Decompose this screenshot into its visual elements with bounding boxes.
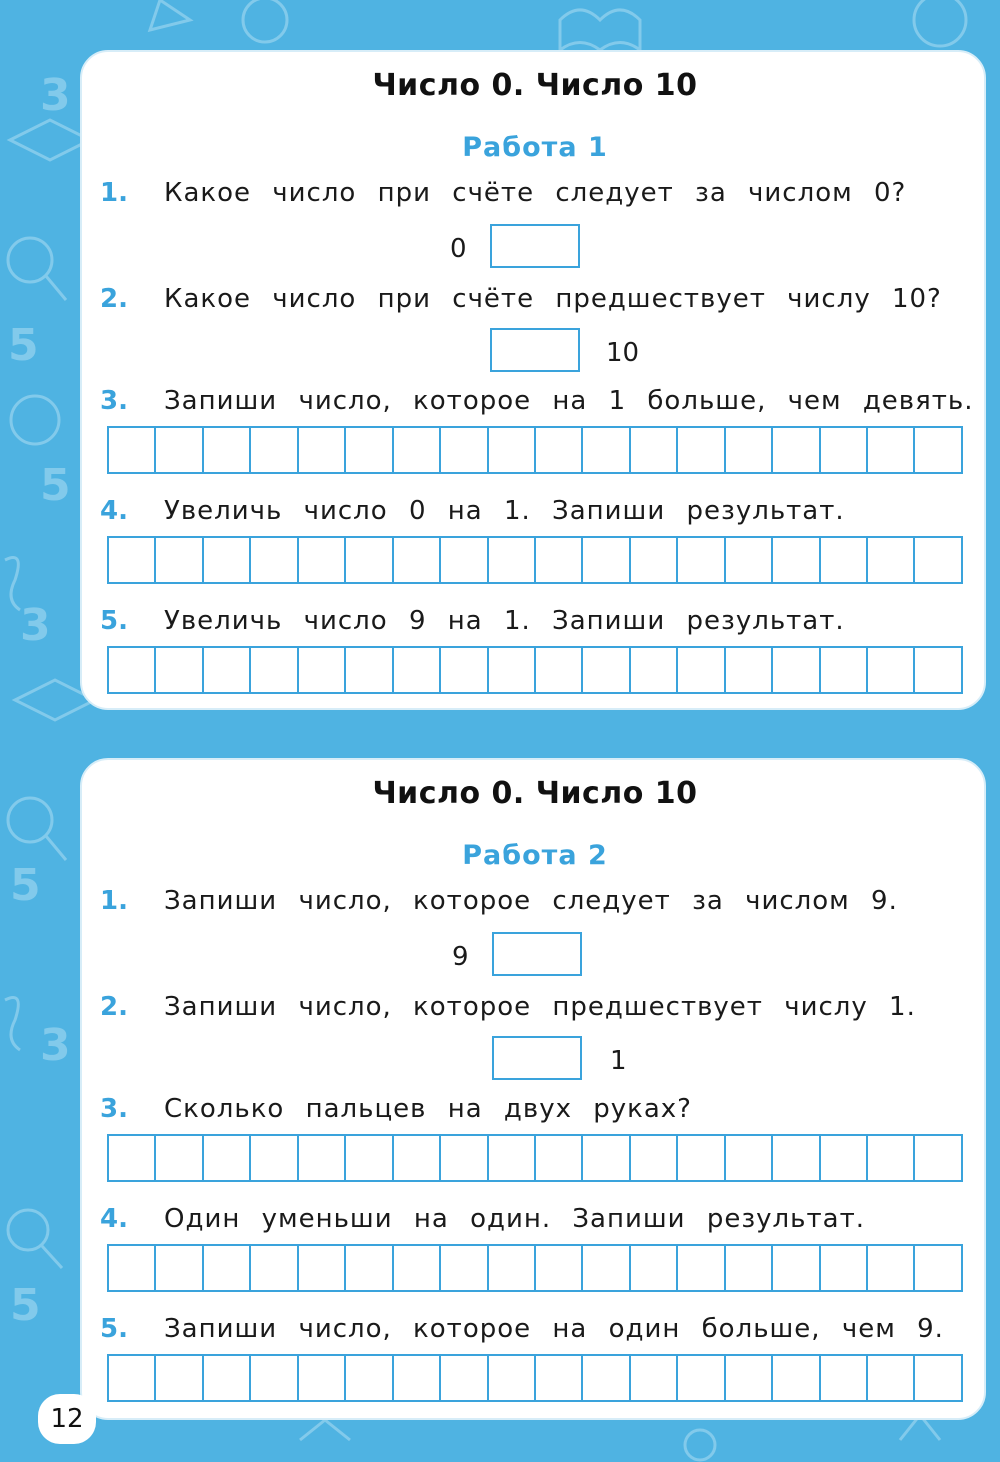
svg-text:5: 5 (8, 320, 39, 371)
question-text: Запиши число, которое на 1 больше, чем девять. (164, 386, 974, 416)
question-text: Какое число при счёте предшествует числу 10? (164, 284, 942, 314)
svg-text:3: 3 (40, 1020, 71, 1071)
answer-box[interactable] (492, 1036, 582, 1080)
question-text: Один уменьши на один. Запиши результат. (164, 1204, 865, 1234)
question-number: 3. (100, 1094, 128, 1124)
given-number: 1 (610, 1046, 627, 1076)
answer-box[interactable] (490, 328, 580, 372)
answer-cells[interactable] (107, 426, 963, 474)
card-title: Число 0. Число 10 (372, 68, 698, 103)
question-number: 1. (100, 178, 128, 208)
worksheet-card-1 (80, 50, 986, 710)
svg-text:3: 3 (20, 600, 51, 651)
question-text: Запиши число, которое на один больше, чем 9. (164, 1314, 944, 1344)
given-number: 9 (452, 942, 469, 972)
card-title: Число 0. Число 10 (372, 776, 698, 811)
question-number: 5. (100, 606, 128, 636)
question-text: Запиши число, которое предшествует числу 1. (164, 992, 916, 1022)
answer-cells[interactable] (107, 1244, 963, 1292)
question-text: Увеличь число 9 на 1. Запиши результат. (164, 606, 845, 636)
svg-text:5: 5 (40, 460, 71, 511)
question-number: 2. (100, 284, 128, 314)
question-number: 4. (100, 496, 128, 526)
page-number: 12 (38, 1394, 96, 1444)
question-text: Запиши число, которое следует за числом 9. (164, 886, 898, 916)
answer-box[interactable] (490, 224, 580, 268)
question-number: 3. (100, 386, 128, 416)
svg-text:5: 5 (10, 860, 41, 911)
question-text: Сколько пальцев на двух руках? (164, 1094, 692, 1124)
question-number: 5. (100, 1314, 128, 1344)
given-number: 0 (450, 234, 467, 264)
work-title: Работа 2 (462, 840, 608, 871)
svg-text:3: 3 (40, 70, 71, 121)
answer-box[interactable] (492, 932, 582, 976)
answer-cells[interactable] (107, 536, 963, 584)
answer-cells[interactable] (107, 1354, 963, 1402)
question-number: 2. (100, 992, 128, 1022)
question-text: Какое число при счёте следует за числом 0? (164, 178, 907, 208)
given-number: 10 (606, 338, 640, 368)
work-title: Работа 1 (462, 132, 608, 163)
question-number: 4. (100, 1204, 128, 1234)
svg-text:5: 5 (10, 1280, 41, 1331)
question-text: Увеличь число 0 на 1. Запиши результат. (164, 496, 845, 526)
answer-cells[interactable] (107, 646, 963, 694)
worksheet-card-2 (80, 758, 986, 1420)
question-number: 1. (100, 886, 128, 916)
answer-cells[interactable] (107, 1134, 963, 1182)
